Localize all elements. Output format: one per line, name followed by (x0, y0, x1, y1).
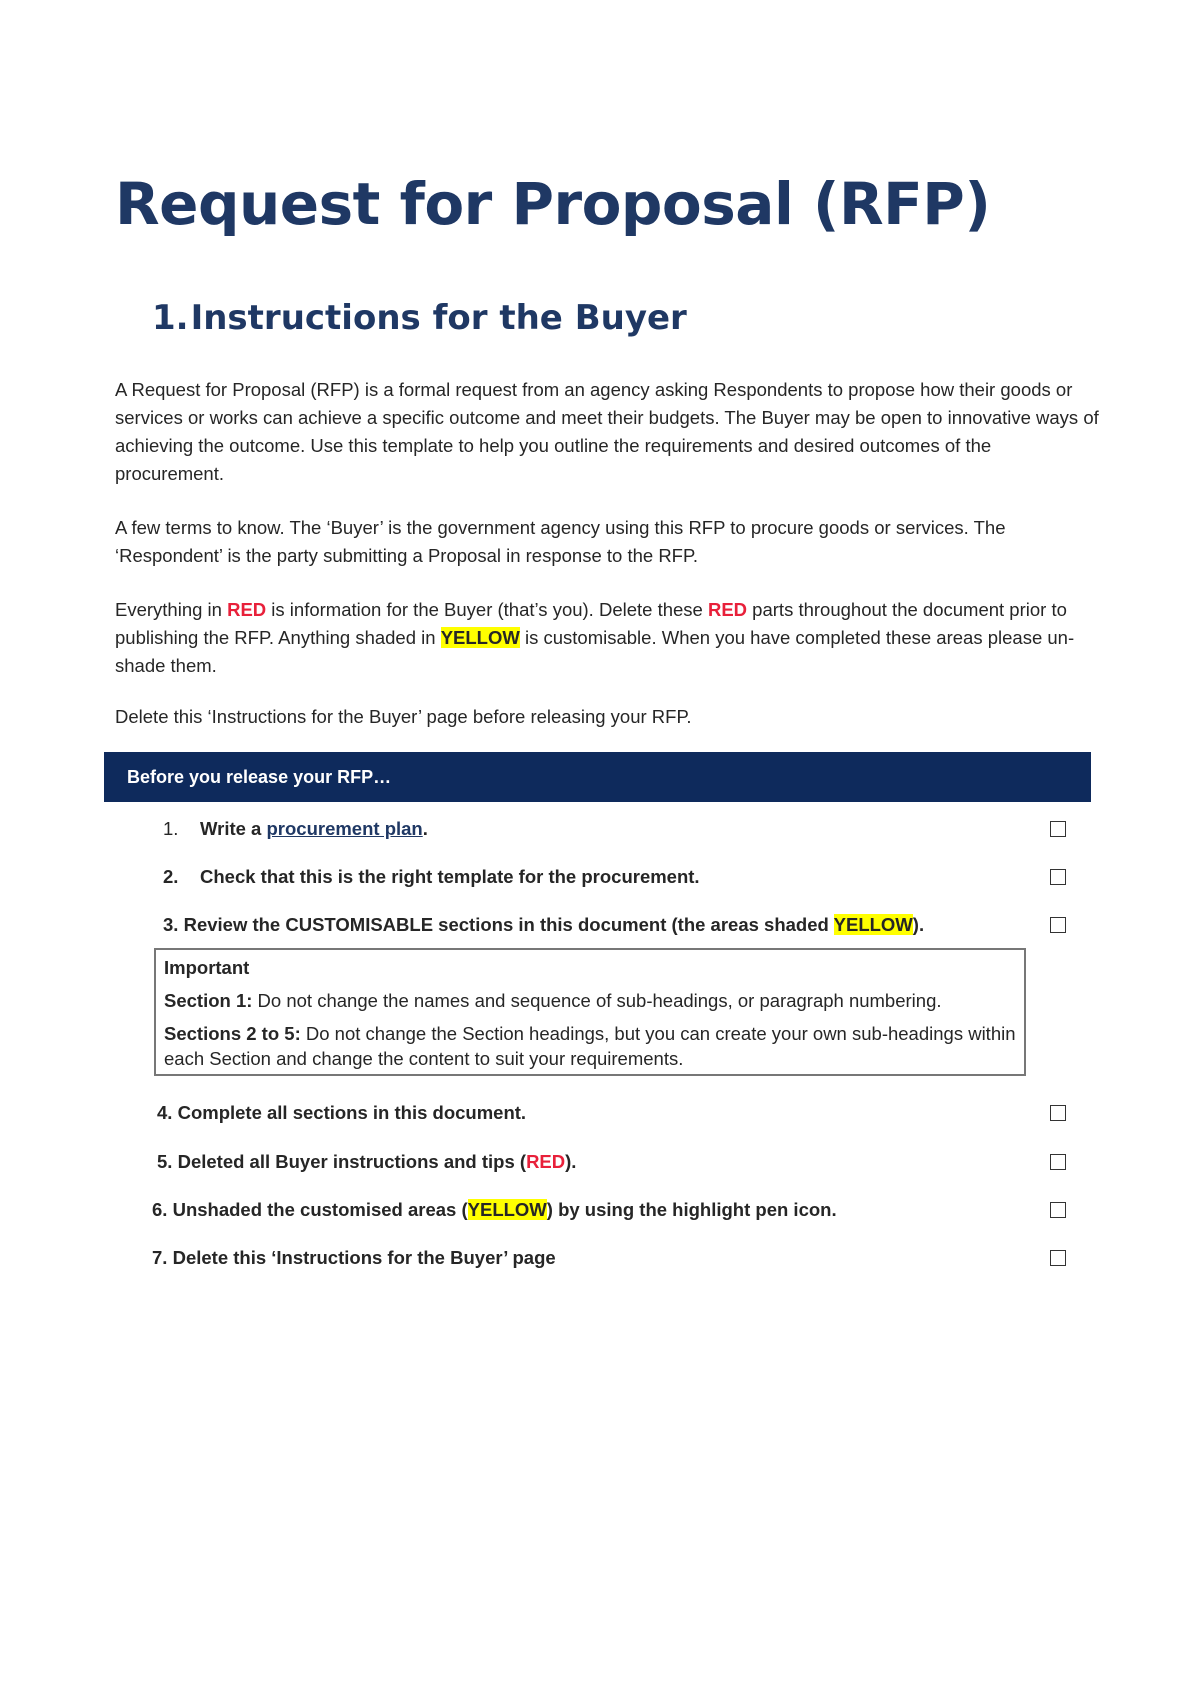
item-label (152, 1194, 837, 1226)
checklist-item (0, 813, 1100, 845)
section-heading (152, 298, 687, 338)
checklist-banner: Before you release your RFP… (104, 752, 1091, 802)
item-number: 4. (157, 1102, 173, 1123)
empty-checkbox-icon[interactable] (1050, 1202, 1066, 1218)
item-text: Unshaded the customised areas ( (172, 1199, 468, 1220)
important-label: Section 1: (164, 990, 253, 1011)
item-label (157, 1097, 526, 1129)
yellow-keyword: YELLOW (833, 914, 913, 935)
item-text: Deleted all Buyer instructions and tips ( (177, 1151, 527, 1172)
section-heading-text: Instructions for the Buyer (190, 298, 687, 338)
terms-paragraph: A few terms to know. The ‘Buyer’ is the government agency using this RFP to procure goods or services. The ‘Respondent’ is the party submitting a Proposal in response to the RFP. (115, 517, 1006, 566)
item-number: 5. (157, 1151, 173, 1172)
checklist-item (0, 1194, 1100, 1226)
yellow-keyword: YELLOW (467, 1199, 547, 1220)
important-note-box (154, 948, 1026, 1076)
item-label: Check that this is the right template for the procurement. (200, 866, 700, 887)
important-title: Important (164, 957, 250, 978)
colour-text-1: Everything in (115, 599, 228, 620)
item-number: 3. (163, 914, 179, 935)
red-keyword: RED (227, 599, 267, 620)
important-line-1 (164, 988, 1016, 1013)
checklist-item (0, 1146, 1100, 1178)
checklist-item (0, 909, 1100, 941)
procurement-plan-link[interactable]: procurement plan (266, 818, 423, 839)
empty-checkbox-icon[interactable] (1050, 821, 1066, 837)
red-keyword: RED (526, 1151, 566, 1172)
item-label (163, 909, 924, 941)
delete-instruction-paragraph: Delete this ‘Instructions for the Buyer’ page before releasing your RFP. (115, 706, 692, 727)
document-title: Request for Proposal (RFP) (115, 170, 991, 238)
item-text: ). (565, 1151, 577, 1172)
item-text: Review the CUSTOMISABLE sections in this document (the areas shaded (183, 914, 834, 935)
item-number: 6. (152, 1199, 168, 1220)
section-number: 1. (152, 298, 189, 338)
intro-paragraph: A Request for Proposal (RFP) is a formal request from an agency asking Respondents to propose how their goods or services or works can achieve a specific outcome and meet their budgets. The Buyer may be open to innovative ways of achieving the outcome. Use this template to help you outline the requirements and desired outcomes of the procurement. (115, 379, 1099, 484)
checklist-item (0, 1097, 1100, 1129)
item-number: 2. (163, 866, 179, 887)
important-line-2 (164, 1021, 1016, 1071)
important-text: Do not change the names and sequence of sub-headings, or paragraph numbering. (252, 990, 942, 1011)
empty-checkbox-icon[interactable] (1050, 1105, 1066, 1121)
checklist-item (0, 861, 1100, 893)
item-label (152, 1242, 556, 1274)
yellow-keyword: YELLOW (440, 627, 520, 648)
empty-checkbox-icon[interactable] (1050, 869, 1066, 885)
item-text: Delete this ‘Instructions for the Buyer’ page (172, 1247, 556, 1268)
colour-coding-paragraph (115, 596, 1105, 680)
empty-checkbox-icon[interactable] (1050, 1250, 1066, 1266)
item-text: . (422, 818, 428, 839)
item-text: ). (912, 914, 925, 935)
empty-checkbox-icon[interactable] (1050, 1154, 1066, 1170)
important-label: Sections 2 to 5: (164, 1023, 301, 1044)
item-number: 1. (163, 818, 179, 839)
colour-text-4: is customisable. When you have completed these areas please un-shade them. (115, 627, 1075, 676)
item-text: ) by using the highlight pen icon. (546, 1199, 837, 1220)
item-label (200, 813, 428, 845)
item-text: Complete all sections in this document. (177, 1102, 527, 1123)
colour-text-3: parts throughout the document prior to publishing the RFP. Anything shaded in (115, 599, 1067, 648)
item-text: Write a (200, 818, 267, 839)
checklist-item (0, 1242, 1100, 1274)
red-keyword: RED (707, 599, 748, 620)
item-number: 7. (152, 1247, 168, 1268)
empty-checkbox-icon[interactable] (1050, 917, 1066, 933)
item-label (157, 1146, 576, 1178)
important-text: Do not change the Section headings, but you can create your own sub-headings within each Section and change the content to suit your requirements. (164, 1023, 1016, 1069)
colour-text-2: is information for the Buyer (that’s you). Delete these (266, 599, 708, 620)
